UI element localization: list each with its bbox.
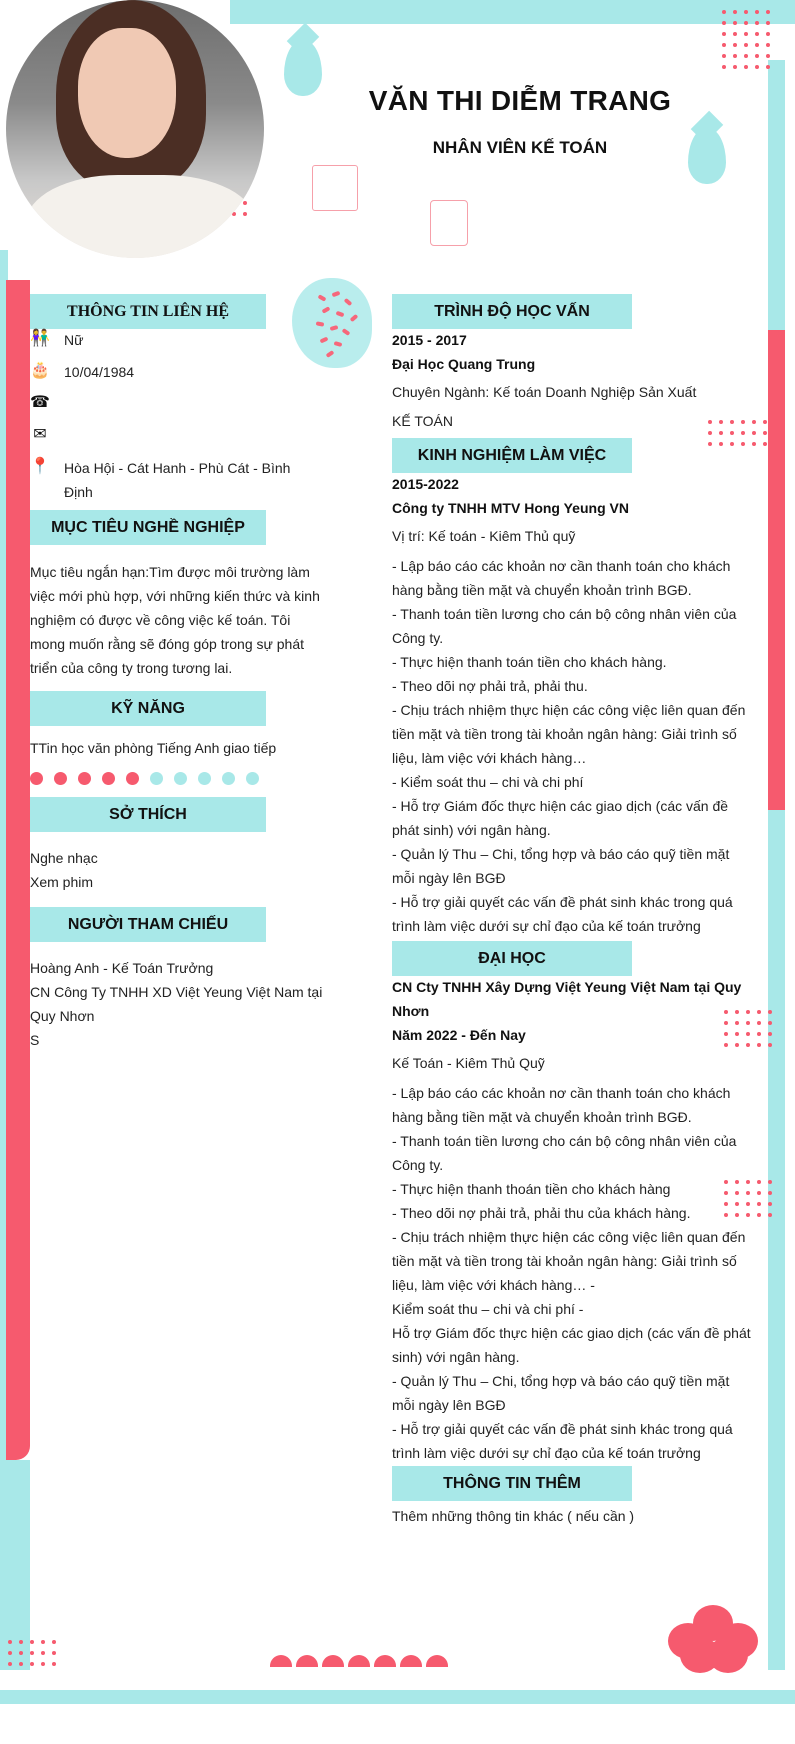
duty-item: - Theo dõi nợ phải trả, phải thu của khách hàng. bbox=[392, 1205, 691, 1221]
avatar bbox=[6, 0, 264, 258]
reference-company: CN Công Ty TNHH XD Việt Yeung Việt Nam tại Quy Nhơn bbox=[30, 984, 323, 1024]
skill-dot bbox=[198, 772, 211, 785]
objective-heading: MỤC TIÊU NGHỀ NGHIỆP bbox=[30, 510, 266, 545]
education-degree: KẾ TOÁN bbox=[392, 413, 453, 429]
references-heading: NGƯỜI THAM CHIẾU bbox=[30, 907, 266, 942]
duty-item: - Kiểm soát thu – chi và chi phí bbox=[392, 774, 584, 790]
hobby-item: Nghe nhạc bbox=[30, 850, 98, 866]
skill-dot bbox=[78, 772, 91, 785]
contact-birthday: 🎂 10/04/1984 bbox=[30, 362, 135, 380]
water-drop-icon bbox=[284, 40, 322, 96]
hobbies-heading: SỞ THÍCH bbox=[30, 797, 266, 832]
duty-item: - Thực hiện thanh thoán tiền cho khách hàng bbox=[392, 1181, 671, 1197]
duty-item: - Hỗ trợ Giám đốc thực hiện các giao dịch (các vấn đề phát sinh) với ngân hàng. bbox=[392, 798, 729, 838]
objective-text: Mục tiêu ngắn hạn:Tìm được môi trường làm việc mới phù hợp, với những kiến thức và kinh nghiệm có được về công việc kế toán. Tôi mong muốn rằng sẽ đóng góp trong sự phát triển của công ty trong tương lai. bbox=[30, 564, 320, 676]
reference-extra: S bbox=[30, 1032, 40, 1048]
skill-dot bbox=[54, 772, 67, 785]
duty-item: - Thực hiện thanh toán tiền cho khách hàng. bbox=[392, 654, 667, 670]
skills-text: TTin học văn phòng Tiếng Anh giao tiếp bbox=[30, 740, 277, 756]
university-duties bbox=[392, 1081, 752, 1465]
university-years: Năm 2022 - Đến Nay bbox=[392, 1027, 526, 1043]
calculator-icon bbox=[430, 200, 468, 246]
university-company: CN Cty TNHH Xây Dựng Việt Yeung Việt Nam tại Quy Nhơn bbox=[392, 979, 742, 1019]
gender-icon: 👫 bbox=[30, 330, 50, 347]
decor-dots-top-right bbox=[722, 10, 770, 69]
experience-years: 2015-2022 bbox=[392, 476, 459, 492]
university-heading: ĐẠI HỌC bbox=[392, 941, 632, 976]
skill-level-rating bbox=[30, 772, 259, 785]
duty-item: - Lập báo cáo các khoản nơ cần thanh toán cho khách hàng bằng tiền mặt và chuyển khoản trình BGĐ. bbox=[392, 558, 731, 598]
flower-icon bbox=[668, 1605, 758, 1673]
education-years: 2015 - 2017 bbox=[392, 332, 467, 348]
contact-address: 📍 Hòa Hội - Cát Hanh - Phù Cát - Bình Định bbox=[30, 458, 291, 500]
skill-dot bbox=[246, 772, 259, 785]
experience-company: Công ty TNHH MTV Hong Yeung VN bbox=[392, 500, 629, 516]
decor-wave-bottom bbox=[270, 1655, 448, 1667]
skill-dot bbox=[126, 772, 139, 785]
university-position: Kế Toán - Kiêm Thủ Quỹ bbox=[392, 1055, 545, 1071]
decor-bottom-bar bbox=[0, 1690, 795, 1704]
duty-item: - Lập báo cáo các khoản nơ cần thanh toán cho khách hàng bằng tiền mặt và chuyển khoản trình BGĐ. bbox=[392, 1085, 731, 1125]
decor-left-pink-bar bbox=[6, 280, 30, 1460]
decor-right-bar bbox=[768, 60, 785, 1670]
education-heading: TRÌNH ĐỘ HỌC VẤN bbox=[392, 294, 632, 329]
skill-dot bbox=[102, 772, 115, 785]
reference-name: Hoàng Anh - Kế Toán Trưởng bbox=[30, 960, 214, 976]
duty-item: - Thanh toán tiền lương cho cán bộ công nhân viên của Công ty. bbox=[392, 606, 737, 646]
contact-phone bbox=[30, 392, 294, 412]
experience-position: Vị trí: Kế toán - Kiêm Thủ quỹ bbox=[392, 528, 576, 544]
contact-heading: THÔNG TIN LIÊN HỆ bbox=[30, 294, 266, 329]
email-icon: ✉ bbox=[33, 426, 47, 443]
skill-dot bbox=[222, 772, 235, 785]
job-title: NHÂN VIÊN KẾ TOÁN bbox=[432, 138, 608, 157]
experience-heading: KINH NGHIỆM LÀM VIỆC bbox=[392, 438, 632, 473]
cake-icon: 🎂 bbox=[30, 362, 50, 379]
book-icon bbox=[312, 165, 358, 211]
skill-dot bbox=[30, 772, 43, 785]
decor-right-pink-bar bbox=[768, 330, 785, 810]
education-major: Chuyên Ngành: Kế toán Doanh Nghiệp Sản Xuất bbox=[392, 384, 697, 400]
duty-item: - Chịu trách nhiệm thực hiện các công việc liên quan đến tiền mặt và tiền trong tài khoản ngân hàng: Giải trình số liệu, làm việc với khách hàng… bbox=[392, 702, 746, 766]
skills-heading: KỸ NĂNG bbox=[30, 691, 266, 726]
duty-item: - Quản lý Thu – Chi, tổng hợp và báo cáo quỹ tiền mặt mỗi ngày lên BGĐ bbox=[392, 846, 730, 886]
experience-duties bbox=[392, 554, 752, 938]
duty-item: - Hỗ trợ giải quyết các vấn đề phát sinh khác trong quá trình làm việc dưới sự chỉ đạo của kế toán trưởng bbox=[392, 894, 733, 934]
contact-email bbox=[30, 424, 294, 444]
location-pin-icon: 📍 bbox=[30, 458, 50, 475]
extra-heading: THÔNG TIN THÊM bbox=[392, 1466, 632, 1501]
skill-dot bbox=[150, 772, 163, 785]
extra-text: Thêm những thông tin khác ( nếu cần ) bbox=[392, 1508, 635, 1524]
duty-item: Hỗ trợ Giám đốc thực hiện các giao dịch (các vấn đề phát sinh) với ngân hàng. bbox=[392, 1325, 751, 1365]
duty-item: - Thanh toán tiền lương cho cán bộ công nhân viên của Công ty. bbox=[392, 1133, 737, 1173]
decor-dots-bottom-left bbox=[8, 1640, 56, 1666]
water-drop-icon bbox=[688, 128, 726, 184]
decor-left-teal-bottom bbox=[6, 1460, 30, 1670]
decor-blob-dots bbox=[312, 290, 362, 360]
duty-item: - Chịu trách nhiệm thực hiện các công việc liên quan đến tiền mặt và tiền trong tài khoản ngân hàng: Giải trình số liệu, làm việc với khách hàng… - bbox=[392, 1229, 746, 1293]
duty-item: - Quản lý Thu – Chi, tổng hợp và báo cáo quỹ tiền mặt mỗi ngày lên BGĐ bbox=[392, 1373, 730, 1413]
education-school: Đại Học Quang Trung bbox=[392, 356, 536, 372]
duty-item: - Hỗ trợ giải quyết các vấn đề phát sinh khác trong quá trình làm việc dưới sự chỉ đạo của kế toán trưởng bbox=[392, 1421, 733, 1461]
decor-top-bar bbox=[230, 0, 795, 24]
skill-dot bbox=[174, 772, 187, 785]
duty-item: Kiểm soát thu – chi và chi phí - bbox=[392, 1301, 584, 1317]
candidate-name: VĂN THI DIỄM TRANG bbox=[368, 85, 672, 116]
hobby-item: Xem phim bbox=[30, 874, 94, 890]
contact-gender: 👫 Nữ bbox=[30, 330, 84, 348]
duty-item: - Theo dõi nợ phải trả, phải thu. bbox=[392, 678, 588, 694]
phone-icon: ☎ bbox=[30, 394, 50, 411]
